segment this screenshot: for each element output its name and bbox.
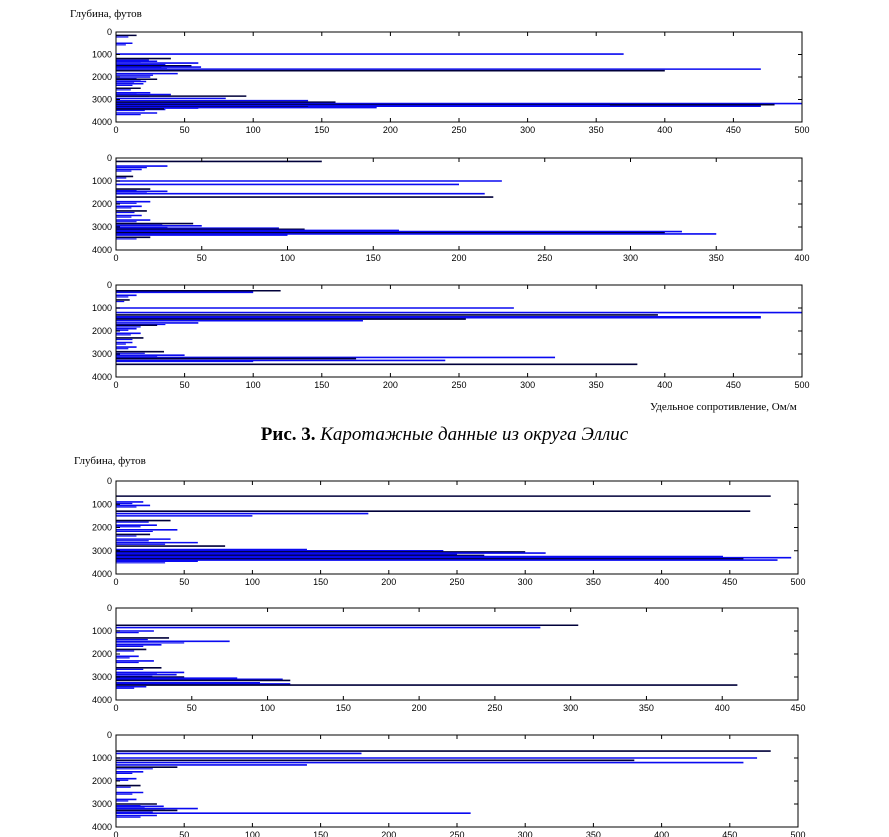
x-tick-label-6-9: 400 (654, 830, 670, 837)
x-tick-label-3-6: 250 (451, 380, 467, 390)
chart-panel-6 (92, 730, 806, 837)
x-tick-label-5-3: 100 (260, 703, 276, 713)
x-tick-label-3-11: 500 (794, 380, 810, 390)
y-tick-label-2-2: 1000 (91, 176, 112, 186)
x-tick-label-5-2: 50 (186, 703, 197, 713)
y-tick-label-6-4: 3000 (91, 799, 112, 809)
x-tick-label-1-10: 450 (725, 125, 741, 135)
y-tick-label-4-3: 2000 (91, 522, 112, 533)
figure-caption (0, 424, 889, 446)
x-tick-label-5-5: 200 (411, 703, 427, 713)
x-tick-label-3-2: 50 (179, 380, 190, 390)
x-tick-label-3-3: 100 (245, 380, 261, 390)
chart-panel-4 (92, 476, 806, 587)
y-tick-label-6-1: 0 (106, 730, 112, 740)
x-tick-label-3-10: 450 (725, 380, 741, 390)
x-tick-label-4-11: 500 (790, 577, 806, 587)
x-tick-label-3-1: 0 (113, 380, 119, 390)
chart-panel-1 (92, 27, 810, 135)
x-tick-label-1-11: 500 (794, 125, 810, 135)
y-tick-label-6-3: 2000 (91, 776, 112, 786)
y-tick-label-1-2: 1000 (91, 49, 112, 60)
y-tick-label-4-1: 0 (106, 476, 112, 486)
x-tick-label-4-4: 150 (313, 577, 329, 587)
x-tick-label-6-4: 150 (313, 830, 329, 837)
y-tick-label-3-1: 0 (106, 280, 112, 290)
y-tick-label-2-3: 2000 (91, 199, 112, 209)
x-tick-label-5-7: 300 (563, 703, 579, 713)
x-tick-label-5-1: 0 (113, 703, 119, 713)
x-tick-label-6-8: 350 (585, 830, 601, 837)
y-tick-label-3-3: 2000 (91, 326, 112, 336)
y-tick-label-1-5: 4000 (91, 117, 112, 127)
plot-frame-1 (116, 32, 802, 122)
chart-panel-3 (92, 280, 810, 390)
x-tick-label-2-1: 0 (113, 253, 119, 263)
plot-frame-2 (116, 158, 802, 250)
y-tick-label-5-2: 1000 (91, 626, 112, 636)
plot-frame-3 (116, 285, 802, 377)
x-tick-label-2-8: 350 (708, 253, 724, 263)
x-tick-label-1-3: 100 (245, 125, 261, 135)
x-tick-label-1-4: 150 (314, 125, 330, 135)
x-tick-label-2-2: 50 (196, 253, 207, 263)
y-tick-label-5-5: 4000 (91, 695, 112, 705)
x-tick-label-5-6: 250 (487, 703, 503, 713)
x-tick-label-4-1: 0 (113, 577, 119, 587)
x-tick-label-6-5: 200 (381, 830, 397, 837)
x-tick-label-3-8: 350 (588, 380, 604, 390)
x-tick-label-4-2: 50 (179, 577, 190, 587)
top-figure-xlabel: Удельное сопротивление, Ом/м (650, 401, 797, 413)
x-tick-label-1-1: 0 (113, 125, 119, 135)
x-tick-label-1-7: 300 (520, 125, 536, 135)
y-tick-label-5-1: 0 (106, 603, 112, 613)
y-tick-label-6-5: 4000 (91, 822, 112, 832)
x-tick-label-2-6: 250 (537, 253, 553, 263)
y-tick-label-5-4: 3000 (91, 672, 112, 682)
x-tick-label-1-8: 350 (588, 125, 604, 135)
y-tick-label-3-4: 3000 (91, 349, 112, 359)
y-tick-label-4-5: 4000 (91, 569, 112, 579)
y-tick-label-5-3: 2000 (91, 649, 112, 659)
x-tick-label-2-5: 200 (451, 253, 467, 263)
x-tick-label-4-9: 400 (654, 577, 670, 587)
y-tick-label-2-4: 3000 (91, 222, 112, 232)
x-tick-label-3-5: 200 (382, 380, 398, 390)
x-tick-label-1-2: 50 (179, 125, 190, 135)
y-tick-label-4-4: 3000 (91, 545, 112, 556)
x-tick-label-5-10: 450 (790, 703, 806, 713)
x-tick-label-2-9: 400 (794, 253, 810, 263)
x-tick-label-3-4: 150 (314, 380, 330, 390)
x-tick-label-1-9: 400 (657, 125, 673, 135)
x-tick-label-2-7: 300 (622, 253, 639, 263)
x-tick-label-6-2: 50 (179, 830, 190, 837)
x-tick-label-6-10: 450 (722, 830, 738, 837)
x-tick-label-6-1: 0 (113, 830, 119, 837)
x-tick-label-5-9: 400 (714, 703, 730, 713)
y-tick-label-2-5: 4000 (91, 245, 112, 255)
top-figure-ylabel: Глубина, футов (70, 8, 142, 20)
x-tick-label-5-8: 350 (638, 703, 654, 713)
x-tick-label-6-11: 500 (790, 830, 806, 837)
plot-frame-5 (116, 608, 798, 700)
y-tick-label-6-2: 1000 (91, 753, 112, 763)
x-tick-label-4-6: 250 (449, 577, 465, 587)
x-tick-label-4-8: 350 (585, 577, 601, 587)
x-tick-label-4-10: 450 (722, 577, 738, 587)
x-tick-label-4-7: 300 (517, 577, 533, 587)
chart-panel-2 (92, 153, 810, 263)
x-tick-label-6-6: 250 (449, 830, 465, 837)
y-tick-label-1-3: 2000 (91, 72, 112, 82)
x-tick-label-1-5: 200 (382, 125, 398, 135)
y-tick-label-1-1: 0 (106, 27, 112, 37)
caption-number: Рис. 3. (260, 424, 316, 445)
y-tick-label-2-1: 0 (106, 153, 112, 163)
caption-text: Каротажные данные из округа Эллис (320, 424, 629, 445)
y-tick-label-4-2: 1000 (91, 499, 112, 510)
x-tick-label-2-3: 100 (279, 253, 296, 263)
x-tick-label-6-7: 300 (517, 830, 533, 837)
x-tick-label-4-3: 100 (244, 577, 260, 587)
x-tick-label-3-7: 300 (520, 380, 536, 390)
x-tick-label-5-4: 150 (335, 703, 351, 713)
y-tick-label-3-2: 1000 (91, 303, 112, 313)
x-tick-label-1-6: 250 (451, 125, 467, 135)
x-tick-label-4-5: 200 (381, 577, 397, 587)
chart-panel-5 (92, 603, 806, 713)
bottom-figure-ylabel: Глубина, футов (74, 455, 146, 467)
x-tick-label-6-3: 100 (244, 830, 260, 837)
x-tick-label-2-4: 150 (365, 253, 381, 263)
y-tick-label-3-5: 4000 (91, 372, 112, 382)
x-tick-label-3-9: 400 (657, 380, 673, 390)
y-tick-label-1-4: 3000 (91, 94, 112, 105)
